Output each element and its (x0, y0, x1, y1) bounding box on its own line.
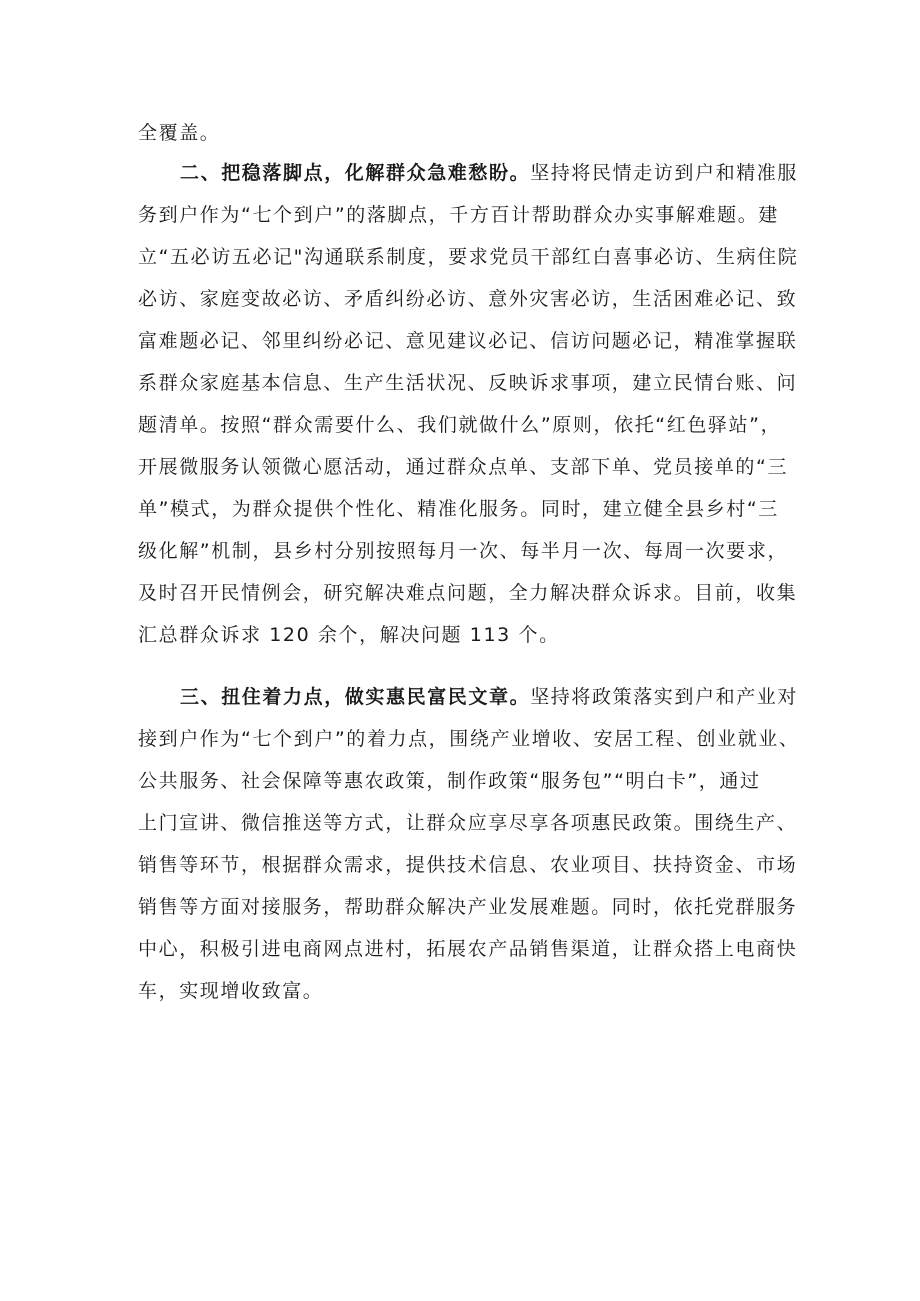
section2-line: 系群众家庭基本信息、生产生活状况、反映诉求事项，建立民情台账、问 (138, 372, 798, 394)
section3-line: 中心，积极引进电商网点进村，拓展农产品销售渠道，让群众搭上电商快 (138, 938, 798, 960)
section2-line: 题清单。按照“群众需要什么、我们就做什么”原则，依托“红色驿站”， (138, 414, 782, 436)
section2-line: 务到户作为“七个到户”的落脚点，千方百计帮助群众办实事解难题。建 (138, 204, 779, 226)
section2-line: 级化解”机制，县乡村分别按照每月一次、每半月一次、每周一次要求， (138, 540, 789, 562)
section2-line: 单”模式，为群众提供个性化、精准化服务。同时，建立健全县乡村“三 (138, 498, 779, 520)
section2-line: 汇总群众诉求 120 余个，解决问题 113 个。 (138, 624, 560, 646)
section3-line: 公共服务、社会保障等惠农政策，制作政策“服务包”“明白卡”，通过 (138, 770, 761, 792)
section3-line: 上门宣讲、微信推送等方式，让群众应享尽享各项惠民政策。围绕生产、 (138, 812, 798, 834)
section2-heading: 二、把稳落脚点，化解群众急难愁盼。 (180, 162, 531, 184)
section2-line: 富难题必记、邻里纠纷必记、意见建议必记、信访问题必记，精准掌握联 (138, 330, 798, 352)
section3-line: 销售等方面对接服务，帮助群众解决产业发展难题。同时，依托党群服务 (138, 896, 798, 918)
section2-line: 及时召开民情例会，研究解决难点问题，全力解决群众诉求。目前，收集 (138, 582, 798, 604)
section2-line: 必访、家庭变故必访、矛盾纠纷必访、意外灾害必访，生活困难必记、致 (138, 288, 798, 310)
section3-first-line (180, 684, 798, 710)
paragraph-tail: 全覆盖。 (138, 122, 221, 144)
section3-heading: 三、扭住着力点，做实惠民富民文章。 (180, 686, 531, 708)
section2-first-line-rest: 坚持将民情走访到户和精准服 (530, 162, 799, 184)
section3-line: 接到户作为“七个到户”的着力点，围绕产业增收、安居工程、创业就业、 (138, 728, 800, 750)
section3-line: 销售等环节，根据群众需求，提供技术信息、农业项目、扶持资金、市场 (138, 854, 798, 876)
section3-line: 车，实现增收致富。 (138, 980, 324, 1002)
section2-line: 立“五必访五必记"沟通联系制度，要求党员干部红白喜事必访、生病住院 (138, 246, 799, 268)
section2-line: 开展微服务认领微心愿活动，通过群众点单、支部下单、党员接单的“三 (138, 456, 789, 478)
section3-first-line-rest: 坚持将政策落实到户和产业对 (530, 686, 799, 708)
section2-first-line (180, 160, 798, 186)
